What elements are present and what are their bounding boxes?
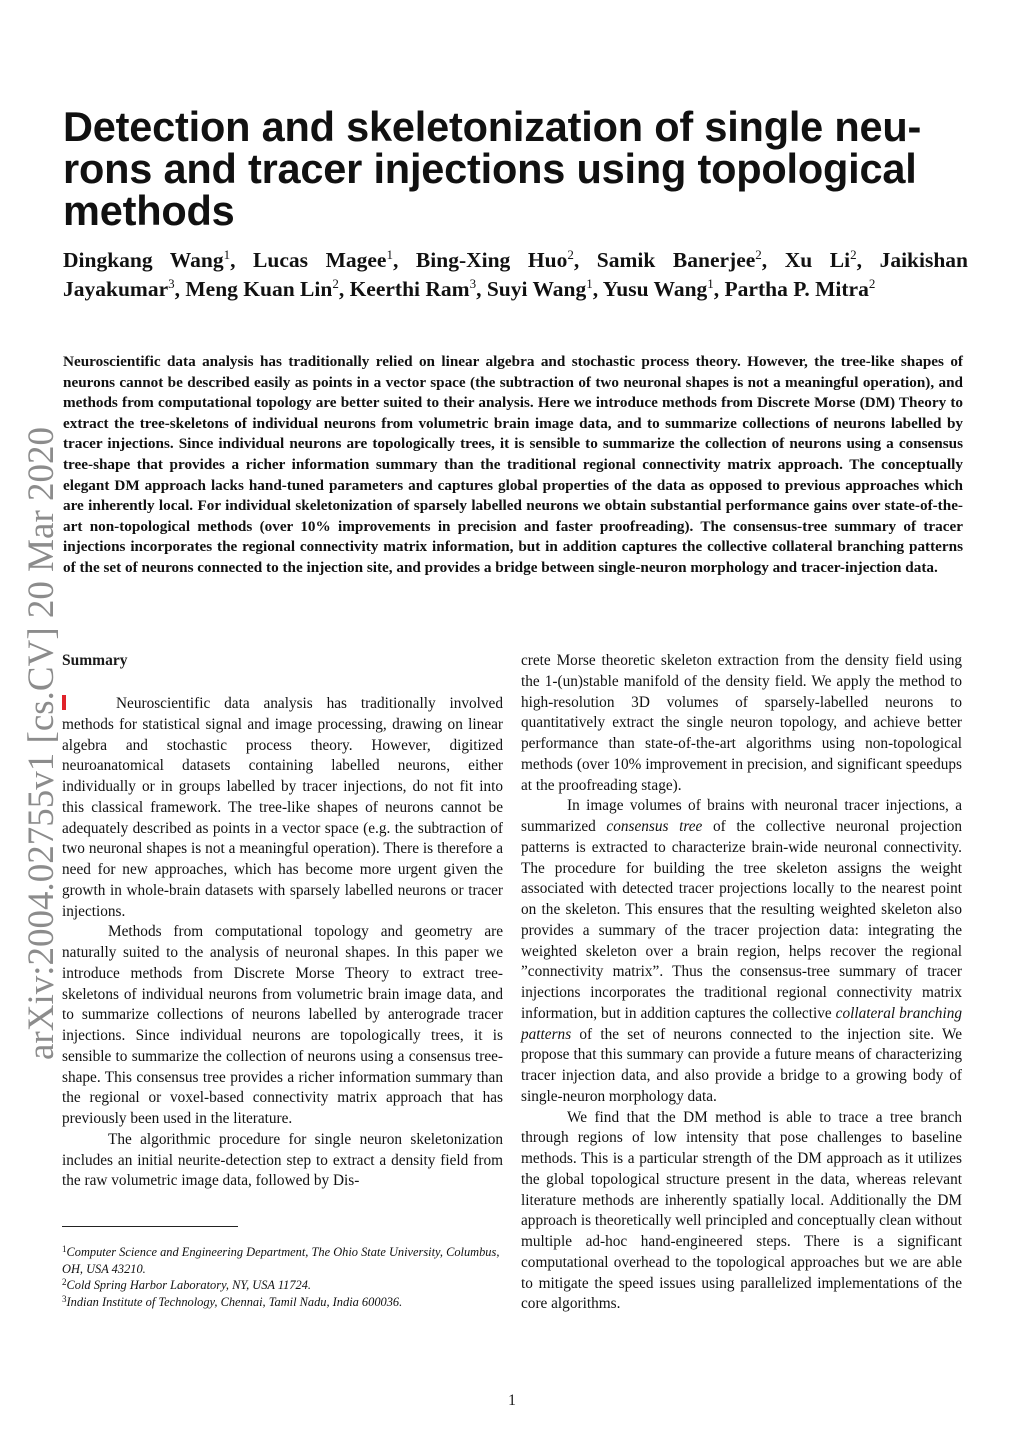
footnote: $^2$Cold Spring Harbor Laboratory, NY, USA 11724.	[62, 1277, 312, 1292]
right-column	[521, 651, 962, 1315]
paragraph: In image volumes of brains with neuronal tracer injections, a summarized consensus tree of the collective neuronal projection patterns is extracted to characterize brain-wide neuronal connectivity. The procedure for building the tree skeleton assigns the weight associated with detected tracer projections locally to the nearest point on the skeleton. This ensures that the resulting weighted skeleton also provides a summary of the tracer projection data: integrating the weighted skeleton over a brain region, helps recover the regional ”connectivity matrix”. Thus the consensus-tree summary of tracer injections incorporates the traditional regional connectivity matrix information, but in addition captures the collective collateral branching patterns of the set of neurons connected to the injection site. We propose that this summary can provide a future means of characterizing tracer injection data, and also provide a bridge to a growing body of single-neuron morphology data.	[521, 797, 963, 1105]
author: Jaikishan Jayakumar$^3$	[63, 248, 969, 301]
red-marker-icon	[62, 695, 66, 710]
paragraph: The algorithmic procedure for single neuron skeletonization includes an initial neurite-detection step to extract a density field from the raw volumetric image data, followed by Dis-	[62, 1130, 503, 1190]
footnote: $^3$Indian Institute of Technology, Chennai, Tamil Nadu, India 600036.	[62, 1293, 403, 1309]
footnotes	[62, 1244, 503, 1310]
section-heading-summary: Summary	[62, 652, 128, 669]
author: Yusu Wang$^1$	[602, 276, 714, 301]
author: Bing-Xing Huo$^2$	[415, 247, 574, 272]
footnote-divider	[62, 1226, 238, 1227]
author: Dingkang Wang$^1$	[63, 247, 231, 272]
author: Meng Kuan Lin$^2$	[185, 276, 339, 301]
left-column	[62, 694, 503, 1192]
paper-title: Detection and skeletonization of single neu-rons and tracer injections using topological methods	[63, 103, 922, 234]
footnote: $^1$Computer Science and Engineering Department, The Ohio State University, Columbus, OH, USA 43210.	[62, 1244, 500, 1276]
paragraph: Neuroscientific data analysis has traditionally involved methods for statistical signal and image processing, drawing on linear algebra and stochastic process theory. However, digitized neuroanatomical datasets containing labelled neurons, either individually or in groups labelled by tracer injections, do not fit into this classical framework. The tree-like shapes of neurons cannot be adequately described as points in a vector space (e.g. the subtraction of two neuronal shapes is not a meaningful operation). There is therefore a need for new approaches, which has become more urgent given the growth in whole-brain datasets with sparsely labelled neurons or tracer injections.	[62, 695, 503, 920]
author: Samik Banerjee$^2$	[596, 247, 762, 272]
abstract: Neuroscientific data analysis has traditionally relied on linear algebra and stochastic process theory. However, the tree-like shapes of neurons cannot be described easily as points in a vector space (the subtraction of two neuronal shapes is not a meaningful operation), and methods from computational topology are better suited to their analysis. Here we introduce methods from Discrete Morse (DM) Theory to extract the tree-skeletons of individual neurons from volumetric brain image data, and to summarize collections of neurons labelled by tracer injections. Since individual neurons are topologically trees, it is sensible to summarize the collection of neurons using a consensus tree-shape that provides a richer information summary than the traditional regional connectivity matrix approach. The conceptually elegant DM approach lacks hand-tuned parameters and captures global properties of the data as opposed to previous approaches which are inherently local. For individual skeletonization of sparsely labelled neurons we obtain substantial performance gains over state-of-the-art non-topological methods (over 10% improvements in precision and faster proofreading). The consensus-tree summary of tracer injections incorporates the regional connectivity matrix information, but in addition captures the collective collateral branching patterns of the set of neurons connected to the injection site, and provides a bridge between single-neuron morphology and tracer-injection data.	[63, 353, 963, 576]
author-list: Dingkang Wang$^1$, Lucas Magee$^1$, Bing-Xing Huo$^2$, Samik Banerjee$^2$, Xu Li$^2$, Jaikishan Jayakumar$^3$, Meng Kuan Lin$^2$, Keerthi Ram$^3$, Suyi Wang$^1$, Yusu Wang$^1$, Partha P. Mitra$^2$	[63, 247, 969, 301]
author: Partha P. Mitra$^2$	[724, 276, 876, 301]
paragraph: Methods from computational topology and geometry are naturally suited to the analysis of neuronal shapes. In this paper we introduce methods from Discrete Morse Theory to extract tree-skeletons of individual neurons from volumetric brain image data, and to summarize collections of neurons labelled by anterograde tracer injections. Since individual neurons are topologically trees, it is sensible to summarize the collection of neurons using a consensus tree-shape. This consensus tree provides a richer information summary than the regional or voxel-based connectivity matrix approach that has previously been used in the literature.	[62, 923, 503, 1127]
author: Keerthi Ram$^3$	[349, 276, 477, 301]
paragraph: crete Morse theoretic skeleton extraction from the density field using the 1-(un)stable manifold of the density field. We apply the method to high-resolution 3D volumes of sparsely-labelled neurons to quantitatively extract the single neuron topology, and achieve better performance than state-of-the-art algorithms using non-topological methods (over 10% improvement in precision, and significant speedups at the proofreading stage).	[521, 652, 962, 794]
paragraph: We find that the DM method is able to trace a tree branch through regions of low intensity that pose challenges to baseline methods. This is a particular strength of the DM approach as it utilizes the global topological structure present in the data, whereas relevant literature methods are inherently spatially local. Additionally the DM approach is theoretically well principled and conceptually clean without multiple ad-hoc hand-engineered steps. There is a significant computational overhead to the topological approaches but we are able to mitigate the speed issues using parallelized implementations of the core algorithms.	[521, 1108, 962, 1313]
author: Xu Li$^2$	[784, 247, 857, 272]
page-number: 1	[508, 1392, 516, 1409]
author: Suyi Wang$^1$	[486, 276, 593, 301]
author: Lucas Magee$^1$	[253, 247, 393, 272]
arxiv-stamp: arXiv:2004.02755v1 [cs.CV] 20 Mar 2020	[21, 426, 62, 1060]
